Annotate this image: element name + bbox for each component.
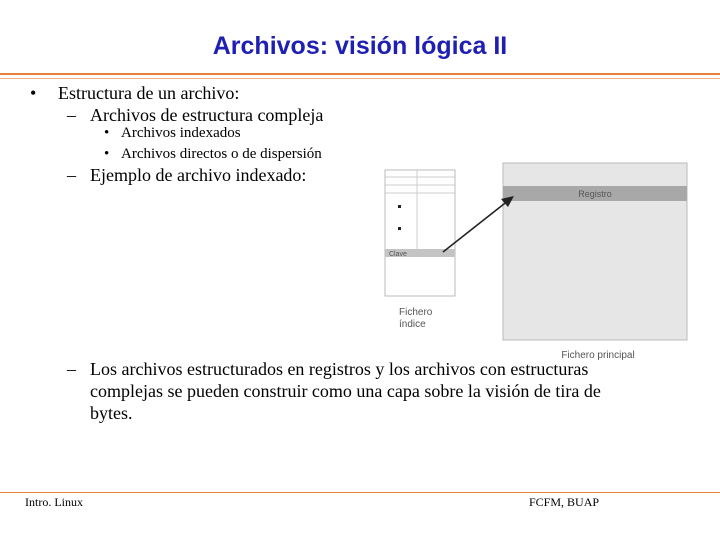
small-bullet-marker: • — [104, 125, 110, 141]
dash-marker: – — [67, 165, 76, 185]
title-divider — [0, 73, 720, 75]
small-bullet-marker: • — [104, 146, 110, 162]
ellipsis-dot — [398, 227, 401, 230]
footer-divider — [0, 492, 720, 493]
registro-label: Registro — [578, 189, 612, 199]
indexed-file-diagram — [383, 160, 693, 365]
bullet-estructura: Estructura de un archivo: — [58, 83, 240, 103]
bullet-marker: • — [30, 83, 37, 103]
bullet-estructura-compleja: Archivos de estructura compleja — [90, 105, 324, 125]
bullet-capas-line2: complejas se pueden construir como una capa sobre la visión de tira de — [90, 381, 601, 401]
clave-label: Clave — [389, 251, 407, 258]
footer-right: FCFM, BUAP — [529, 495, 600, 509]
bullet-capas-line3: bytes. — [90, 403, 133, 423]
slide-title: Archivos: visión lógica II — [212, 32, 508, 60]
bullet-ejemplo: Ejemplo de archivo indexado: — [90, 165, 307, 185]
bullet-directos: Archivos directos o de dispersión — [121, 146, 322, 162]
title-divider-thin — [0, 78, 720, 79]
index-label-line2: índice — [399, 319, 426, 330]
index-label-line1: Fichero — [399, 307, 433, 318]
bullet-indexados: Archivos indexados — [121, 125, 241, 141]
bullet-capas-line1: Los archivos estructurados en registros y los archivos con estructuras — [90, 359, 589, 379]
footer-left: Intro. Linux — [25, 495, 83, 509]
index-file-box — [385, 170, 455, 296]
dash-marker: – — [67, 105, 76, 125]
dash-marker: – — [67, 359, 76, 379]
ellipsis-dot — [398, 205, 401, 208]
main-file-label: Fichero principal — [561, 350, 635, 361]
